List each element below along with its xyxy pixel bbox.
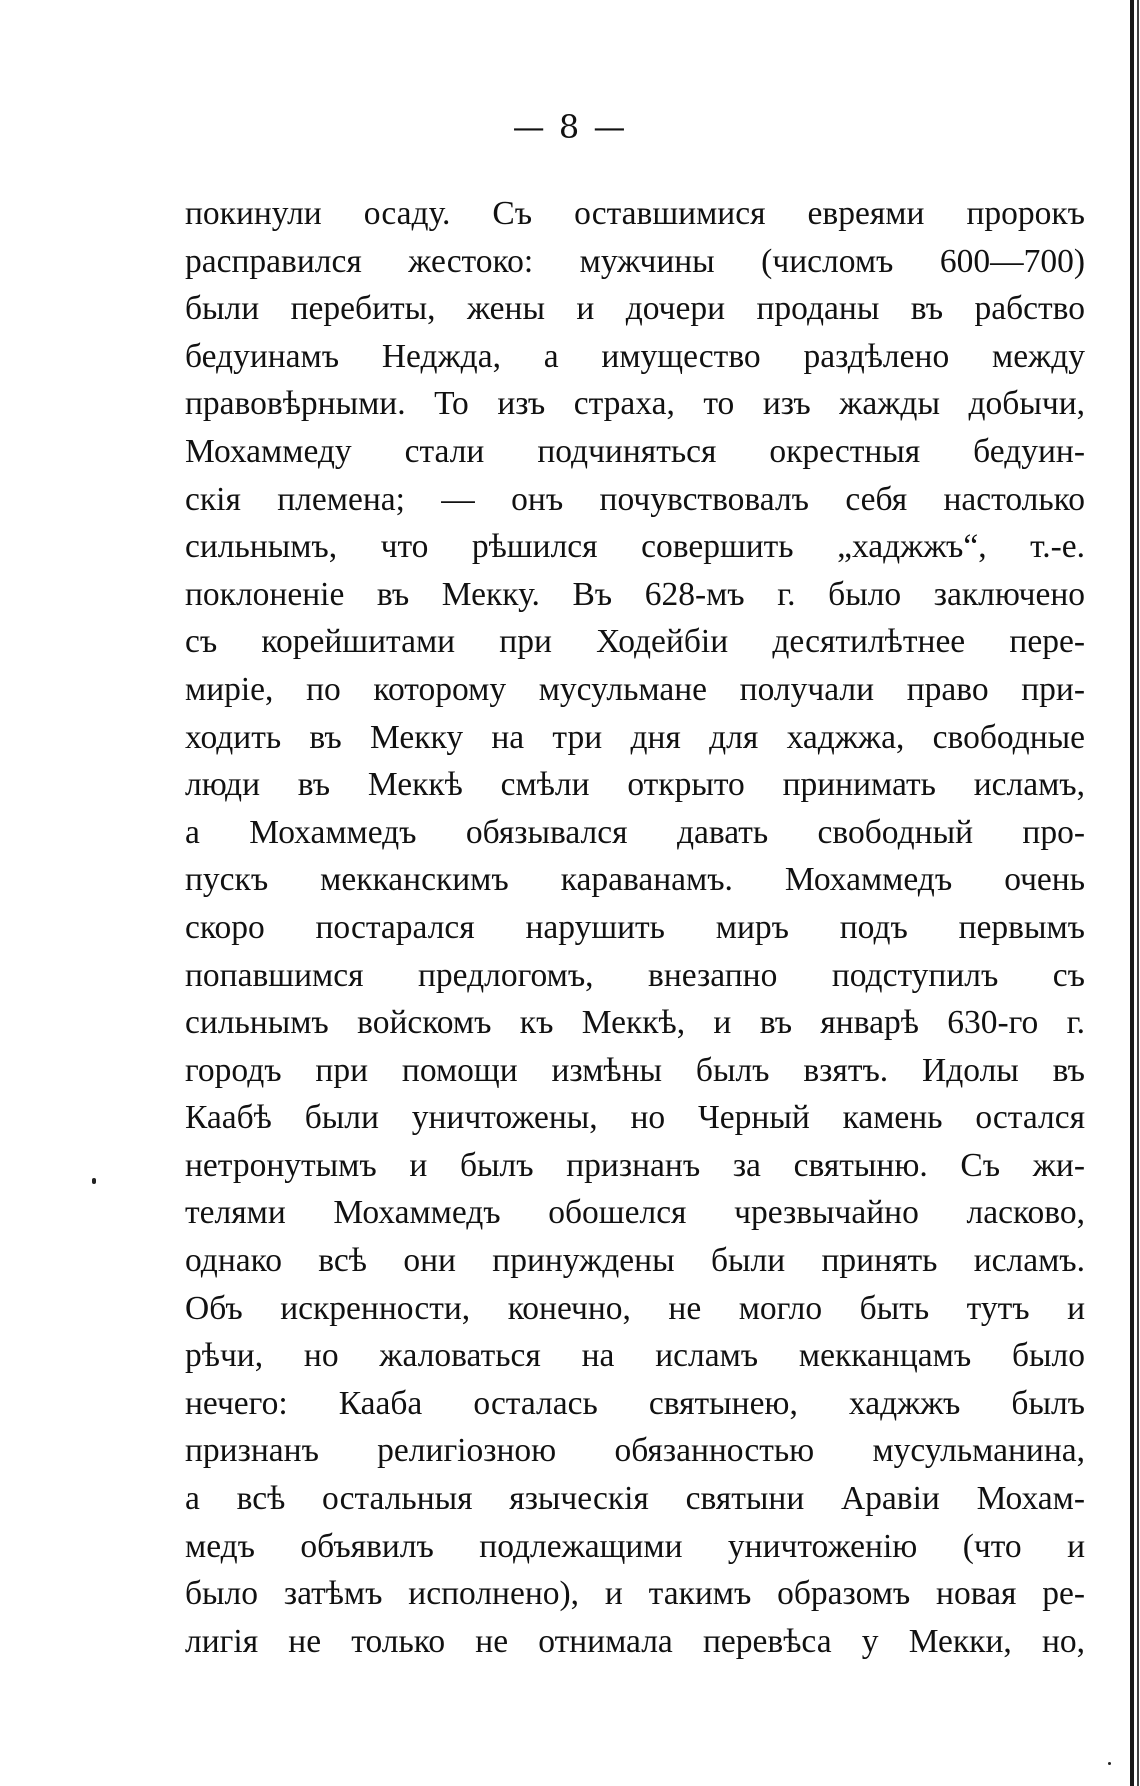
text-line: ходить въ Мекку на три дня для хаджжа, свободные xyxy=(185,718,1085,756)
text-line: рѣчи, но жаловаться на исламъ мекканцамъ было xyxy=(185,1337,1085,1375)
scan-speck xyxy=(92,1178,96,1184)
text-line: поклоненіе въ Мекку. Въ 628-мъ г. было заключено xyxy=(185,575,1085,613)
text-line: а Мохаммедъ обязывался давать свободный про- xyxy=(185,813,1085,851)
text-line: попавшимся предлогомъ, внезапно подступилъ съ xyxy=(185,956,1085,994)
scan-speck xyxy=(1108,1762,1111,1765)
body-text xyxy=(185,190,1085,1665)
text-line: пускъ мекканскимъ караванамъ. Мохаммедъ очень xyxy=(185,861,1085,899)
text-line: а всѣ остальныя языческія святыни Аравіи Мохам- xyxy=(185,1480,1085,1518)
text-line: скоро постарался нарушить миръ подъ первымъ xyxy=(185,908,1085,946)
text-line: съ корейшитами при Ходейбіи десятилѣтнее пере- xyxy=(185,623,1085,661)
text-line: Мохаммеду стали подчиняться окрестныя бедуин- xyxy=(185,432,1085,470)
text-line: было затѣмъ исполнено), и такимъ образомъ новая ре- xyxy=(185,1575,1085,1613)
text-line: бедуинамъ Неджда, а имущество раздѣлено между xyxy=(185,337,1085,375)
text-line: покинули осаду. Съ оставшимися евреями пророкъ xyxy=(185,195,1085,232)
text-line: Каабѣ были уничтожены, но Черный камень остался xyxy=(185,1099,1085,1137)
text-line: медъ объявилъ подлежащими уничтоженію (что и xyxy=(185,1527,1085,1565)
text-line: Объ искренности, конечно, не могло быть тутъ и xyxy=(185,1289,1085,1327)
text-line: сильнымъ войскомъ къ Меккѣ, и въ январѣ 630-го г. xyxy=(185,1004,1085,1042)
text-line: скія племена; — онъ почувствовалъ себя настолько xyxy=(185,480,1085,518)
page-edge-shadow xyxy=(1137,0,1139,1786)
page-edge-border xyxy=(1130,0,1134,1786)
text-line: правовѣрными. То изъ страха, то изъ жажды добычи, xyxy=(185,385,1085,423)
text-line: расправился жестоко: мужчины (числомъ 600—700) xyxy=(185,242,1085,280)
text-line: лигія не только не отнимала перевѣса у Мекки, но, xyxy=(185,1622,1085,1660)
text-line: сильнымъ, что рѣшился совершить „хаджжъ“, т.-е. xyxy=(185,528,1085,566)
text-line: нечего: Кааба осталась святынею, хаджжъ былъ xyxy=(185,1384,1085,1422)
text-line: люди въ Меккѣ смѣли открыто принимать исламъ, xyxy=(185,766,1085,804)
page-number: — 8 — xyxy=(512,108,628,146)
text-line: телями Мохаммедъ обошелся чрезвычайно ласково, xyxy=(185,1194,1085,1232)
text-line: признанъ религіозною обязанностью мусульманина, xyxy=(185,1432,1085,1470)
text-line: были перебиты, жены и дочери проданы въ рабство xyxy=(185,290,1085,328)
text-line: однако всѣ они принуждены были принять исламъ. xyxy=(185,1242,1085,1280)
text-line: городъ при помощи измѣны былъ взятъ. Идолы въ xyxy=(185,1051,1085,1089)
text-line: нетронутымъ и былъ признанъ за святыню. Съ жи- xyxy=(185,1146,1085,1184)
text-line: миріе, по которому мусульмане получали право при- xyxy=(185,670,1085,708)
